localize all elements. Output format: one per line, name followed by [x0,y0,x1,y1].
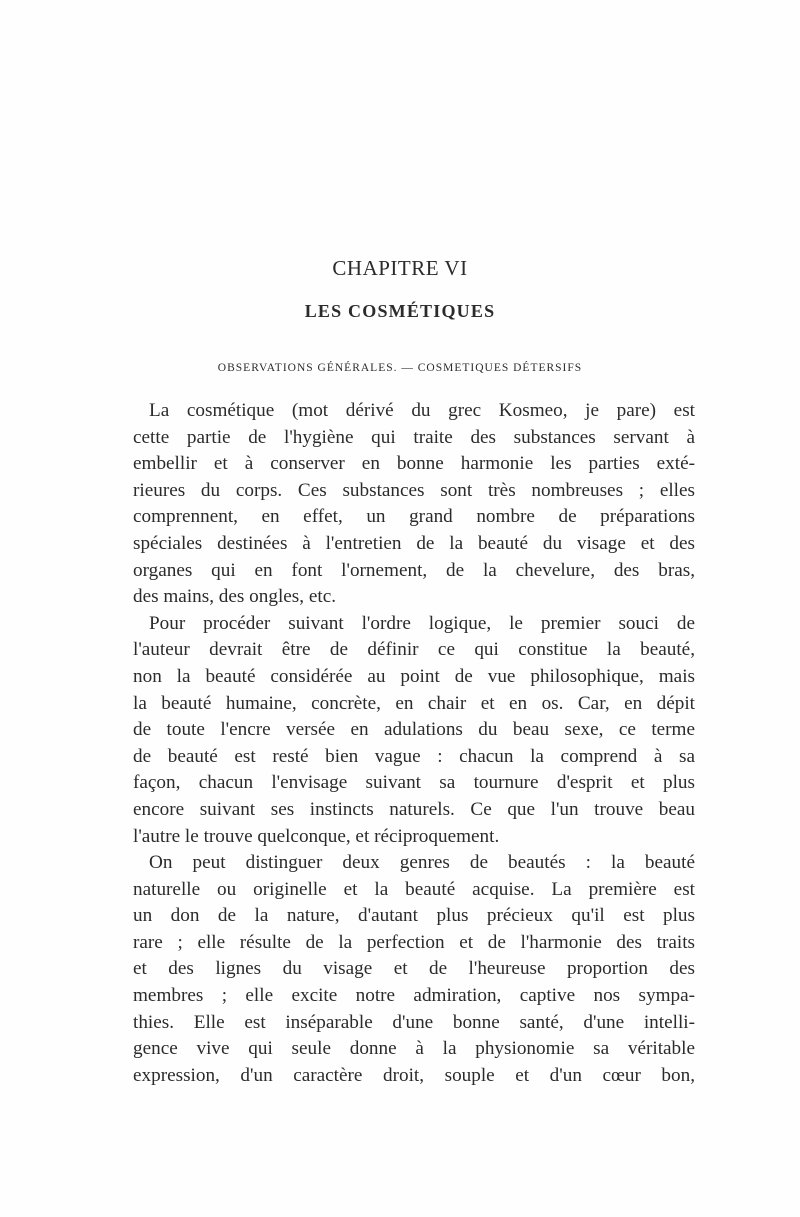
text-line: organes qui en font l'ornement, de la chevelure, des bras, [133,559,695,581]
text-line: cette partie de l'hygiène qui traite des substances servant à [133,426,695,448]
paragraph-2 [133,611,695,850]
text-line: rieures du corps. Ces substances sont très nombreuses ; elles [133,479,695,501]
text-line: membres ; elle excite notre admiration, captive nos sympa- [133,985,695,1007]
text-line: Pour procéder suivant l'ordre logique, le premier souci de [149,612,695,634]
text-line: naturelle ou originelle et la beauté acquise. La première est [133,878,695,900]
body-text [133,398,695,1089]
chapter-title: LES COSMÉTIQUES [304,301,496,321]
text-line: l'auteur devrait être de définir ce qui constitue la beauté, [133,639,695,661]
text-line: des mains, des ongles, etc. [133,586,337,608]
text-line: encore suivant ses instincts naturels. Ce que l'un trouve beau [133,798,695,820]
text-line: façon, chacun l'envisage suivant sa tournure d'esprit et plus [133,772,695,794]
text-line: La cosmétique (mot dérivé du grec Kosmeo, je pare) est [149,400,695,421]
text-line: non la beauté considérée au point de vue philosophique, mais [133,665,695,687]
text-line: de toute l'encre versée en adulations du beau sexe, ce terme [133,719,695,741]
paragraph-1 [133,398,695,611]
text-line: rare ; elle résulte de la perfection et de l'harmonie des traits [133,931,695,953]
text-line: comprennent, en effet, un grand nombre de préparations [133,506,695,528]
text-line: embellir et à conserver en bonne harmonie les parties exté- [133,453,695,475]
chapter-number: CHAPITRE VI [332,256,468,280]
text-line: On peut distinguer deux genres de beautés : la beauté [149,852,695,874]
text-line: de beauté est resté bien vague : chacun la comprend à sa [133,745,695,767]
text-line: gence vive qui seule donne à la physionomie sa véritable [133,1038,695,1060]
text-line: spéciales destinées à l'entretien de la beauté du visage et des [133,532,695,554]
text-line: et des lignes du visage et de l'heureuse proportion des [133,958,695,980]
text-line: thies. Elle est inséparable d'une bonne santé, d'une intelli- [133,1011,695,1033]
text-line: la beauté humaine, concrète, en chair et en os. Car, en dépit [133,692,695,714]
text-line: l'autre le trouve quelconque, et réciproquement. [133,825,500,847]
paragraph-3 [133,850,695,1089]
text-line: un don de la nature, d'autant plus précieux qu'il est plus [133,905,695,927]
text-line: expression, d'un caractère droit, souple et d'un cœur bon, [133,1064,695,1086]
chapter-subtitle: OBSERVATIONS GÉNÉRALES. — COSMETIQUES DÉTERSIFS [217,362,583,374]
